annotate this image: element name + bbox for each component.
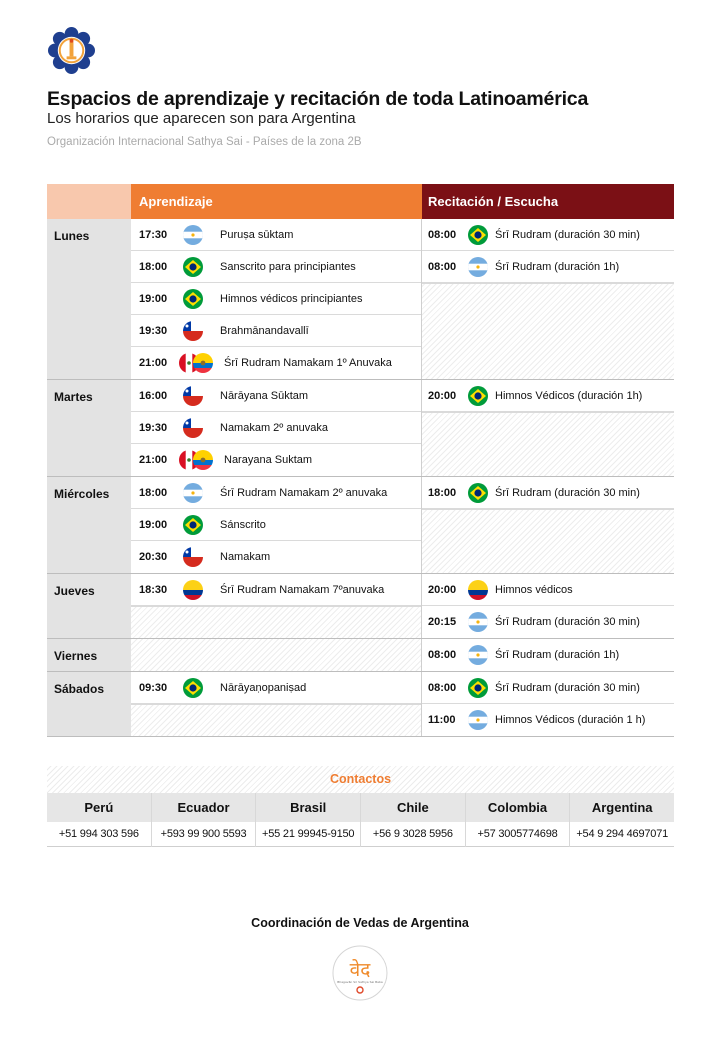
vedas-logo (332, 945, 388, 1001)
session-title: Brahmānandavallī (220, 324, 309, 337)
chile-flag-icon (183, 321, 203, 341)
session-time: 11:00 (428, 714, 456, 726)
session-time: 20:00 (428, 583, 457, 596)
brasil-flag-icon (468, 483, 488, 503)
session-title: Himnos Védicos (duración 1h) (495, 389, 643, 402)
session-time: 18:00 (139, 486, 168, 499)
argentina-flag-icon (468, 710, 488, 730)
colombia-flag-icon (183, 580, 203, 600)
rec-session-row (422, 639, 674, 671)
day-label: Sábados (47, 672, 131, 736)
flag-pair-icon (179, 353, 213, 373)
contact-country: Argentina (570, 793, 674, 822)
argentina-flag-icon (468, 612, 488, 632)
vedas-logo-caption: Bhagavān Sri Sathya Sai Baba (337, 980, 383, 984)
contact-phone[interactable]: +56 9 3028 5956 (361, 822, 465, 847)
contact-country: Ecuador (152, 793, 256, 822)
learn-session-row (131, 251, 421, 283)
session-title: Śrī Rudram Namakam 7ºanuvaka (220, 583, 385, 596)
empty-slot (131, 704, 421, 736)
session-time: 08:00 (428, 228, 457, 241)
session-title: Namakam (220, 551, 271, 563)
brasil-flag-icon (183, 678, 203, 698)
contact-phone[interactable]: +55 21 99945-9150 (256, 822, 360, 847)
session-title: Nārāyaṇopaniṣad (220, 681, 307, 694)
contacts-title: Contactos (47, 766, 674, 793)
brasil-flag-icon (468, 386, 488, 406)
colombia-flag-icon (468, 580, 488, 600)
sathya-sai-organization-logo (48, 27, 95, 74)
flag-pair-icon (179, 450, 213, 470)
rec-session-row (422, 704, 674, 736)
day-group (47, 672, 674, 737)
organization-line: Organización Internacional Sathya Sai - Países de la zona 2B (47, 136, 362, 148)
contact-country: Perú (47, 793, 151, 822)
ecuador-flag-icon (193, 353, 213, 373)
session-title: Himnos védicos principiantes (220, 292, 363, 305)
brasil-flag-icon (468, 678, 488, 698)
learn-session-row (131, 219, 421, 251)
contacts-section (47, 766, 674, 847)
empty-slot (422, 509, 674, 573)
session-time: 20:30 (139, 551, 168, 563)
session-time: 19:30 (139, 421, 168, 434)
session-title: Śrī Rudram (duración 30 min) (495, 681, 640, 694)
chile-flag-icon (183, 386, 203, 406)
argentina-flag-icon (183, 225, 203, 245)
contact-phone[interactable]: +51 994 303 596 (47, 822, 151, 847)
brasil-flag-icon (183, 257, 203, 277)
session-title: Sanscrito para principiantes (220, 260, 356, 273)
day-group (47, 639, 674, 672)
argentina-flag-icon (468, 257, 488, 277)
contact-phone[interactable]: +593 99 900 5593 (152, 822, 256, 847)
learn-session-row (131, 541, 421, 573)
argentina-flag-icon (183, 483, 203, 503)
learn-session-row (131, 380, 421, 412)
session-time: 18:00 (139, 260, 168, 273)
session-time: 08:00 (428, 649, 457, 661)
session-time: 20:15 (428, 616, 457, 628)
session-time: 19:00 (139, 292, 168, 305)
day-group (47, 477, 674, 574)
schedule-header (47, 184, 674, 219)
learn-session-row (131, 574, 421, 606)
day-label: Jueves (47, 574, 131, 638)
session-time: 21:00 (139, 357, 168, 369)
learn-session-row (131, 509, 421, 541)
learn-column (131, 219, 422, 379)
rec-column (422, 477, 674, 573)
day-group (47, 574, 674, 639)
session-title: Nārāyana Sūktam (220, 389, 309, 402)
session-time: 19:00 (139, 518, 168, 531)
learn-session-row (131, 283, 421, 315)
session-title: Śrī Rudram (duración 1h) (495, 649, 620, 661)
rec-column (422, 380, 674, 476)
session-time: 21:00 (139, 454, 168, 466)
rec-column (422, 574, 674, 638)
session-title: Śrī Rudram (duración 1h) (495, 260, 620, 273)
empty-slot (422, 412, 674, 476)
session-time: 20:00 (428, 389, 457, 402)
recitation-header: Recitación / Escucha (422, 184, 674, 219)
schedule-table (47, 184, 674, 737)
brasil-flag-icon (183, 289, 203, 309)
session-title: Narayana Suktam (224, 454, 313, 466)
session-time: 17:30 (139, 228, 168, 241)
learning-header: Aprendizaje (131, 184, 422, 219)
session-title: Himnos Védicos (duración 1 h) (495, 714, 646, 726)
day-label: Viernes (47, 639, 131, 671)
rec-column (422, 639, 674, 671)
contact-phone[interactable]: +54 9 294 4697071 (570, 822, 674, 847)
rec-column (422, 219, 674, 379)
contact-column (47, 793, 152, 847)
rec-column (422, 672, 674, 736)
session-title: Śrī Rudram Namakam 1º Anuvaka (224, 357, 392, 369)
rec-session-row (422, 219, 674, 251)
day-label: Lunes (47, 219, 131, 379)
empty-slot (131, 639, 421, 671)
session-time: 09:30 (139, 681, 168, 694)
learn-session-row (131, 412, 421, 444)
empty-slot (422, 283, 674, 379)
argentina-flag-icon (468, 645, 488, 665)
rec-session-row (422, 574, 674, 606)
session-time: 16:00 (139, 389, 168, 402)
contact-country: Brasil (256, 793, 360, 822)
page-subtitle: Los horarios que aparecen son para Argentina (47, 110, 356, 127)
ecuador-flag-icon (193, 450, 213, 470)
session-time: 18:30 (139, 583, 168, 596)
brasil-flag-icon (183, 515, 203, 535)
learn-session-row (131, 347, 421, 379)
day-label: Miércoles (47, 477, 131, 573)
session-title: Puruṣa sūktam (220, 228, 294, 241)
empty-slot (131, 606, 421, 638)
learn-column (131, 639, 422, 671)
learn-session-row (131, 444, 421, 476)
rec-session-row (422, 672, 674, 704)
rec-session-row (422, 251, 674, 283)
session-time: 19:30 (139, 324, 168, 337)
session-title: Himnos védicos (495, 583, 573, 596)
contact-country: Colombia (466, 793, 570, 822)
chile-flag-icon (183, 418, 203, 438)
vedas-logo-glyph: वेद (349, 959, 371, 981)
contact-country: Chile (361, 793, 465, 822)
contact-column (361, 793, 466, 847)
session-title: Sánscrito (220, 518, 266, 531)
learn-session-row (131, 477, 421, 509)
contact-column (466, 793, 571, 847)
learn-column (131, 574, 422, 638)
session-time: 08:00 (428, 681, 457, 694)
session-title: Namakam 2º anuvaka (220, 421, 328, 434)
brasil-flag-icon (468, 225, 488, 245)
learn-session-row (131, 315, 421, 347)
day-label: Martes (47, 380, 131, 476)
day-group (47, 380, 674, 477)
learn-column (131, 380, 422, 476)
session-title: Śrī Rudram (duración 30 min) (495, 616, 640, 628)
day-group (47, 219, 674, 380)
learn-session-row (131, 672, 421, 704)
rec-session-row (422, 380, 674, 412)
session-time: 08:00 (428, 260, 457, 273)
contact-column (256, 793, 361, 847)
contact-column (152, 793, 257, 847)
learn-column (131, 477, 422, 573)
rec-session-row (422, 606, 674, 638)
coordination-label: Coordinación de Vedas de Argentina (251, 916, 469, 930)
contact-column (570, 793, 674, 847)
session-title: Śrī Rudram (duración 30 min) (495, 228, 640, 241)
rec-session-row (422, 477, 674, 509)
contact-phone[interactable]: +57 3005774698 (466, 822, 570, 847)
session-time: 18:00 (428, 486, 457, 499)
day-header-cell (47, 184, 131, 219)
chile-flag-icon (183, 547, 203, 567)
page-title: Espacios de aprendizaje y recitación de toda Latinoamérica (47, 88, 589, 110)
learn-column (131, 672, 422, 736)
contacts-table (47, 793, 674, 847)
session-title: Śrī Rudram Namakam 2º anuvaka (220, 486, 388, 499)
session-title: Śrī Rudram (duración 30 min) (495, 486, 640, 499)
